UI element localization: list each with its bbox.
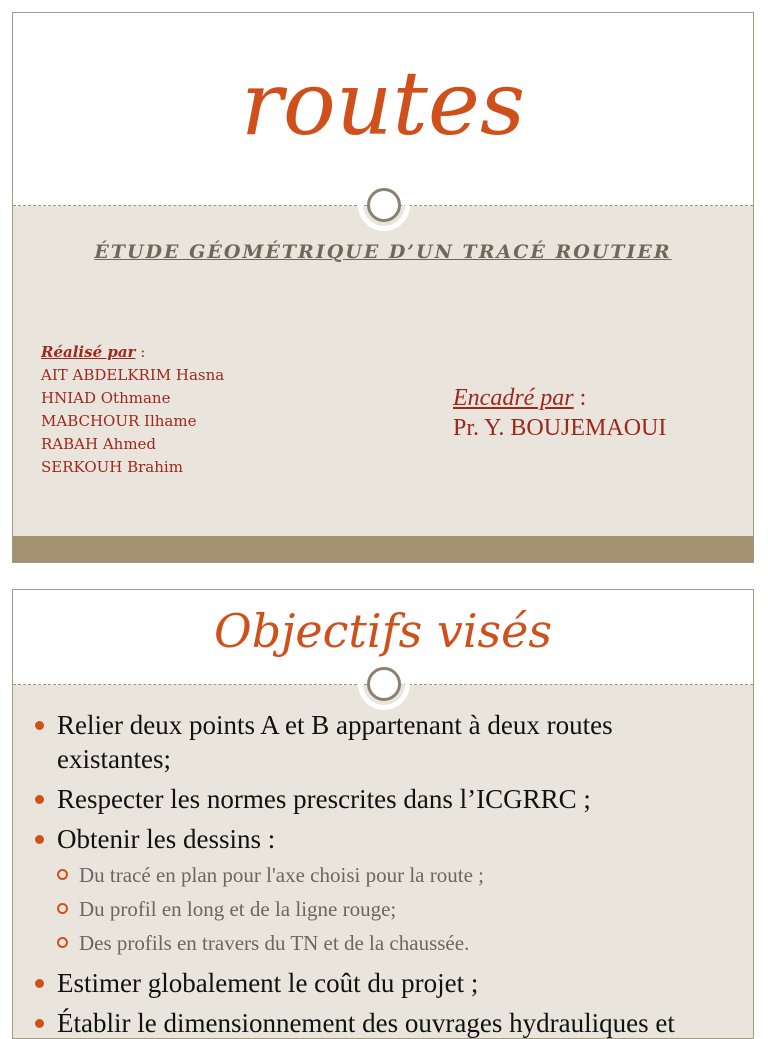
title-slide bbox=[12, 12, 754, 563]
authors-colon: : bbox=[135, 343, 146, 361]
list-item-text: Établir le dimensionnement des ouvrages hydrauliques et bbox=[57, 1008, 675, 1038]
author-name: MABCHOUR Ilhame bbox=[41, 412, 197, 430]
ring-bullet-icon bbox=[57, 937, 68, 948]
list-item bbox=[33, 966, 733, 1000]
list-item bbox=[33, 708, 733, 776]
supervisor-name: Pr. Y. BOUJEMAOUI bbox=[453, 415, 667, 441]
divider-circle-icon bbox=[367, 188, 401, 222]
bullet-icon bbox=[35, 721, 44, 730]
list-item-text: Obtenir les dessins : bbox=[57, 824, 276, 854]
title-area bbox=[13, 13, 753, 206]
sub-list-item-text: Du profil en long et de la ligne rouge; bbox=[79, 897, 397, 921]
author-name: SERKOUH Brahim bbox=[41, 458, 183, 476]
list-item-text: Respecter les normes prescrites dans l’ICGRRC ; bbox=[57, 784, 591, 814]
objectives-list bbox=[33, 708, 733, 1039]
authors-label: Réalisé par bbox=[41, 343, 136, 361]
slide-title: Objectifs visés bbox=[214, 604, 552, 658]
slide-subtitle: ÉTUDE GÉOMÉTRIQUE D’UN TRACÉ ROUTIER bbox=[94, 241, 672, 263]
authors-block bbox=[41, 341, 224, 479]
drawings-sublist bbox=[57, 858, 733, 960]
supervisor-block bbox=[453, 383, 666, 443]
list-item bbox=[33, 1006, 733, 1039]
supervisor-label: Encadré par bbox=[453, 385, 574, 411]
sub-list-item bbox=[57, 892, 733, 926]
sub-list-item-text: Des profils en travers du TN et de la chaussée. bbox=[79, 931, 470, 955]
sub-list-item bbox=[57, 926, 733, 960]
divider-circle-icon bbox=[367, 667, 401, 701]
sub-list-item-text: Du tracé en plan pour l'axe choisi pour la route ; bbox=[79, 863, 484, 887]
footer-band bbox=[13, 536, 753, 562]
list-item bbox=[33, 782, 733, 816]
slide-title: routes bbox=[240, 52, 526, 155]
bullet-icon bbox=[35, 835, 44, 844]
author-name: RABAH Ahmed bbox=[41, 435, 157, 453]
list-item-text: Estimer globalement le coût du projet ; bbox=[57, 968, 479, 998]
author-name: HNIAD Othmane bbox=[41, 389, 171, 407]
bullet-icon bbox=[35, 979, 44, 988]
list-item bbox=[33, 822, 733, 960]
ring-bullet-icon bbox=[57, 903, 68, 914]
sub-list-item bbox=[57, 858, 733, 892]
list-item-text: Relier deux points A et B appartenant à deux routes existantes; bbox=[57, 710, 613, 774]
author-name: AIT ABDELKRIM Hasna bbox=[41, 366, 225, 384]
ring-bullet-icon bbox=[57, 869, 68, 880]
bullet-icon bbox=[35, 795, 44, 804]
supervisor-colon: : bbox=[573, 385, 587, 411]
objectives-slide bbox=[12, 589, 754, 1039]
